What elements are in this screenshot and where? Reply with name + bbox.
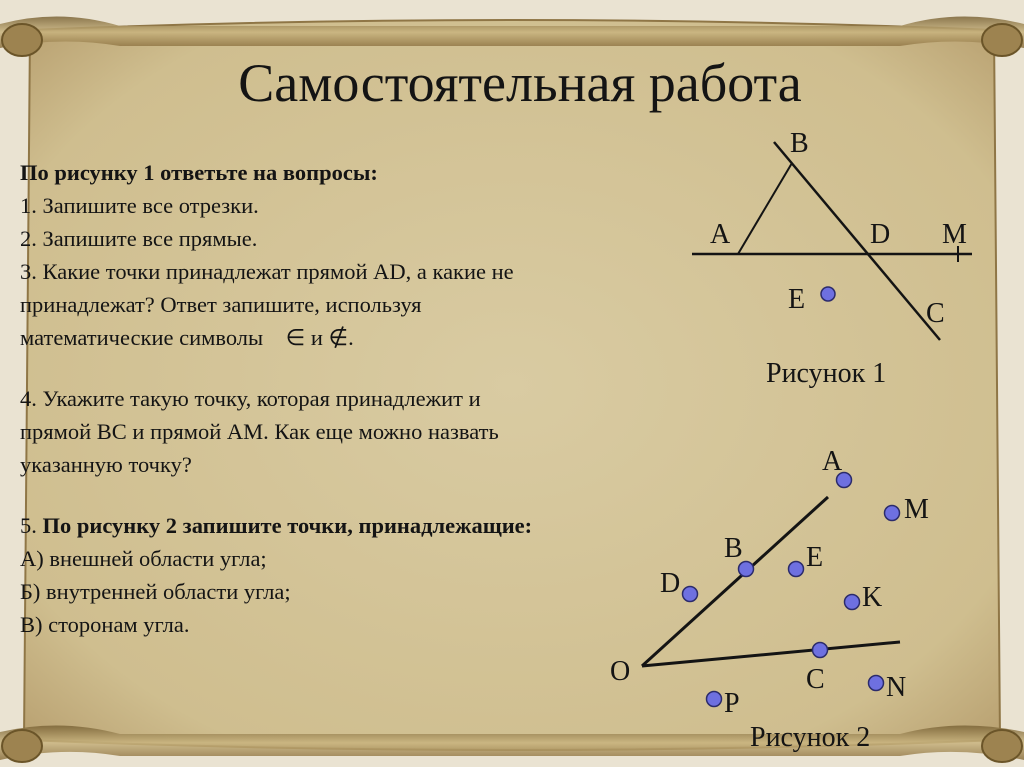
figure-1-caption: Рисунок 1: [766, 358, 887, 389]
element-of-symbol: ∈: [285, 325, 306, 350]
point-n: [869, 676, 884, 691]
point-d: [683, 587, 698, 602]
label-k: K: [862, 582, 883, 613]
task-q5-a: А) внешней области угла;: [20, 546, 267, 571]
task-q5-c: В) сторонам угла.: [20, 612, 190, 637]
label-n: N: [886, 672, 907, 703]
task-q4-line3: указанную точку?: [20, 452, 192, 477]
point-c: [813, 643, 828, 658]
figure-2-caption: Рисунок 2: [750, 722, 871, 753]
label-c-2: C: [806, 664, 825, 695]
label-d-2: D: [660, 568, 681, 599]
label-c: C: [926, 298, 945, 329]
label-d: D: [870, 219, 891, 250]
label-o: O: [610, 656, 631, 687]
task-q3-line2: принадлежат? Ответ запишите, используя: [20, 292, 422, 317]
point-p: [707, 692, 722, 707]
task-q4-line2: прямой ВС и прямой АМ. Как еще можно назвать: [20, 419, 499, 444]
label-b: B: [790, 128, 809, 159]
label-a-2: A: [822, 446, 843, 477]
label-a: A: [710, 219, 731, 250]
label-b-2: B: [724, 533, 743, 564]
label-m-2: M: [904, 494, 929, 525]
task-q3-line1: 3. Какие точки принадлежат прямой AD, а какие не: [20, 259, 514, 284]
label-m: M: [942, 219, 967, 250]
label-e-2: E: [806, 542, 824, 573]
task-q2: 2. Запишите все прямые.: [20, 226, 258, 251]
point-m: [885, 506, 900, 521]
page-title: Самостоятельная работа: [238, 53, 802, 113]
task-q4-line1: 4. Укажите такую точку, которая принадлежит и: [20, 386, 481, 411]
ray-oc: [642, 642, 900, 666]
label-e: E: [788, 284, 806, 315]
point-k: [845, 595, 860, 610]
task-intro: По рисунку 1 ответьте на вопросы:: [20, 160, 378, 185]
point-e-2: [789, 562, 804, 577]
label-p: P: [724, 688, 740, 719]
task-q5-b: Б) внутренней области угла;: [20, 579, 291, 604]
task-q5: 5. По рисунку 2 запишите точки, принадлежащие:: [20, 513, 533, 538]
task-q3-line3: математические символы ∈ и ∉.: [20, 321, 700, 354]
not-element-of-symbol: ∉: [328, 325, 349, 350]
task-q1: 1. Запишите все отрезки.: [20, 193, 259, 218]
